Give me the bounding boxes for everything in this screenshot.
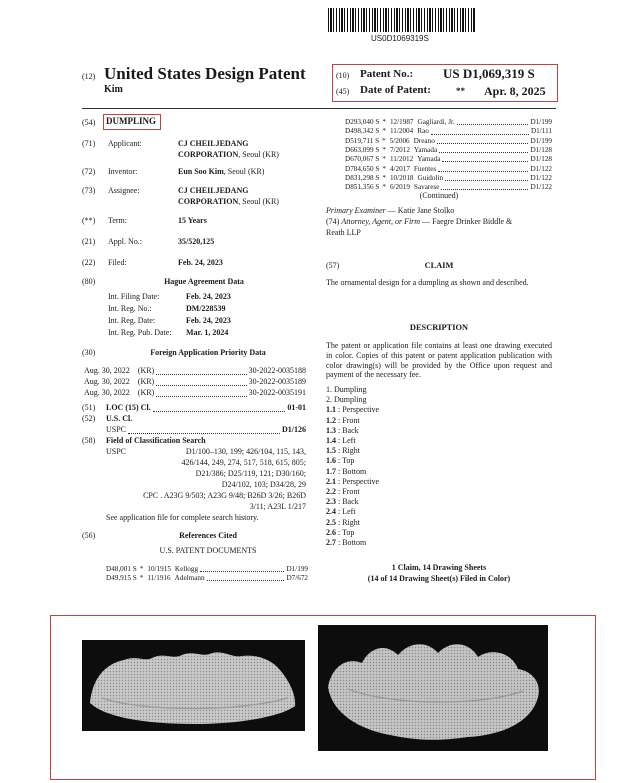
barcode-image — [328, 8, 476, 32]
hague-label: Int. Reg. No.: — [108, 304, 152, 313]
hague-label: Int. Filing Date: — [108, 292, 160, 301]
figure-list-item: 2. Dumpling — [326, 395, 367, 405]
citation-row: D831,298 S * 10/2018 Guidolin D1/122 — [345, 173, 552, 182]
figure-list-item: 2.6 : Top — [326, 527, 355, 537]
inventor-value — [178, 167, 264, 176]
priority-code: (30) — [82, 348, 96, 357]
inventor-name: Eun Soo Kim — [178, 167, 224, 176]
appl-label: Appl. No.: — [108, 237, 142, 246]
inventor-label: Inventor: — [108, 167, 138, 176]
description-text: The patent or application file contains at least one drawing executed in color. Copies of this patent or patent application publication with color drawing(s) will be provided by the Office upon request and payment of the necessary fee. — [326, 341, 552, 380]
search-note: See application file for complete search history. — [106, 513, 259, 522]
hague-code: (80) — [82, 277, 96, 286]
assignee-value — [178, 186, 298, 207]
filed-date: Feb. 24, 2023 — [178, 258, 223, 267]
loc-row: LOC (15) Cl. 01-01 — [106, 403, 306, 412]
dumpling-view-2 — [318, 625, 548, 751]
field-uspc-label: USPC — [106, 447, 127, 456]
patent-no-code: (10) — [336, 71, 350, 80]
figure-list-item: 2.3 : Back — [326, 497, 359, 507]
figure-list-item: 2.4 : Left — [326, 507, 356, 517]
inventor-code: (72) — [82, 167, 96, 176]
dumpling-view-1 — [82, 640, 305, 731]
cpc-line: CPC . A23G 9/503; A23G 9/48; B26D 3/26; B26D — [143, 491, 306, 500]
description-title: DESCRIPTION — [409, 323, 469, 332]
figure-list-item: 1.6 : Top — [326, 456, 355, 466]
summary-claims: 1 Claim, 14 Drawing Sheets — [391, 563, 487, 572]
refs-code: (56) — [82, 531, 96, 540]
figure-list-item: 2.5 : Right — [326, 517, 361, 527]
dumpling-image-2 — [318, 625, 548, 751]
citation-row: D49,915 S * 11/1916 Adelmann D7/672 — [106, 574, 308, 582]
figure-list-item: 1.1 : Perspective — [326, 405, 380, 415]
title-code: (54) — [82, 118, 96, 127]
attorney-firm: Reath LLP — [326, 228, 361, 237]
refs-title: References Cited — [179, 531, 237, 540]
citation-row: D663,099 S * 7/2012 Yamada D1/128 — [345, 145, 552, 154]
field-code: (58) — [82, 436, 96, 445]
date-mark: ** — [456, 86, 465, 96]
term-code: (**) — [82, 216, 96, 225]
figure-list-item: 2.1 : Perspective — [326, 476, 380, 486]
patent-no-label: Patent No.: — [360, 68, 414, 80]
citation-row: D519,711 S * 5/2006 Dreano D1/199 — [345, 136, 552, 145]
figure-list-item: 1.4 : Left — [326, 436, 356, 445]
patent-number: US D1,069,319 S — [443, 66, 535, 81]
us-docs-title: U.S. PATENT DOCUMENTS — [159, 546, 257, 555]
figure-list-item: 1. Dumpling — [326, 385, 367, 394]
hague-value: Feb. 24, 2023 — [186, 316, 231, 325]
date-code: (45) — [336, 87, 350, 96]
figure-list-item: 1.7 : Bottom — [326, 466, 367, 476]
figure-list-item: 1.3 : Back — [326, 425, 359, 435]
figure-list-item: 2.7 : Bottom — [326, 538, 367, 547]
hague-value: Mar. 1, 2024 — [186, 328, 229, 337]
inventor-surname: Kim — [104, 84, 123, 95]
citation-row: D851,356 S * 6/2019 Savarese D1/122 — [345, 183, 552, 192]
field-uspc-line: D1/100–130, 199; 426/104, 115, 143, — [185, 447, 306, 456]
claim-title: CLAIM — [424, 261, 454, 270]
filed-label: Filed: — [108, 258, 127, 267]
continued-note: (Continued) — [419, 191, 459, 200]
cpc-line: 3/11; A23L 1/217 — [249, 502, 306, 511]
field-uspc-line: 426/144, 249, 274, 517, 518, 615, 805; — [181, 458, 306, 467]
term-label: Term: — [108, 216, 127, 225]
assignee-location: , Seoul (KR) — [238, 196, 279, 206]
applicant-location: , Seoul (KR) — [238, 149, 279, 159]
claim-code: (57) — [326, 261, 340, 270]
claim-text: The ornamental design for a dumpling as shown and described. — [326, 278, 529, 287]
applicant-code: (71) — [82, 139, 96, 148]
kind-code: (12) — [82, 72, 96, 81]
figure-list-item: 2.2 : Front — [326, 487, 360, 496]
field-uspc-line: D21/386; D25/119, 121; D30/160; — [195, 469, 306, 478]
uscl-code: (52) — [82, 414, 96, 423]
field-uspc-line: D24/102, 103; D34/28, 29 — [221, 480, 306, 489]
appl-code: (21) — [82, 237, 96, 246]
priority-row: Aug. 30, 2022 (KR) 30-2022-0035191 — [84, 388, 306, 397]
term-value: 15 Years — [178, 216, 207, 225]
priority-row: Aug. 30, 2022 (KR) 30-2022-0035189 — [84, 377, 306, 386]
figure-list-item: 1.5 : Right — [326, 446, 361, 456]
field-label: Field of Classification Search — [106, 436, 206, 445]
citation-row: D293,040 S * 12/1987 Gagliardi, Jr. D1/199 — [345, 118, 552, 126]
loc-code: (51) — [82, 403, 96, 412]
assignee-code: (73) — [82, 186, 96, 195]
dumpling-image-1 — [82, 640, 305, 731]
patent-type-title: United States Design Patent — [104, 64, 306, 83]
examiner-line: Primary Examiner — Katie Jane Stolko — [326, 206, 455, 215]
citation-row: D670,067 S * 11/2012 Yamada D1/128 — [345, 155, 552, 164]
summary-sheets: (14 of 14 Drawing Sheet(s) Filed in Color) — [367, 574, 511, 583]
header-divider — [82, 108, 556, 109]
attorney-line: (74) Attorney, Agent, or Firm — Faegre Drinker Biddle & — [326, 217, 513, 226]
hague-label: Int. Reg. Pub. Date: — [108, 328, 172, 337]
applicant-value — [178, 139, 298, 160]
date-label: Date of Patent: — [360, 84, 431, 96]
assignee-label: Assignee: — [108, 186, 140, 195]
applicant-label: Applicant: — [108, 139, 142, 148]
assignee-name: CJ CHEILJEDANG CORPORATION — [178, 186, 249, 206]
uscl-label: U.S. Cl. — [106, 414, 133, 423]
hague-value: Feb. 24, 2023 — [186, 292, 231, 301]
uspc-row: USPC D1/126 — [106, 425, 306, 434]
applicant-name: CJ CHEILJEDANG CORPORATION — [178, 139, 249, 159]
citation-row: D48,001 S * 10/1915 Kellogg D1/199 — [106, 565, 308, 573]
filed-code: (22) — [82, 258, 96, 267]
figure-list-item: 1.2 : Front — [326, 415, 360, 425]
design-title: DUMPLING — [106, 116, 156, 126]
hague-value: DM/228539 — [186, 304, 226, 313]
citation-row: D498,342 S * 11/2004 Rao D1/111 — [345, 127, 552, 136]
inventor-location: , Seoul (KR) — [223, 167, 265, 176]
citation-row: D784,650 S * 4/2017 Fuentes D1/122 — [345, 164, 552, 173]
patent-date: Apr. 8, 2025 — [484, 84, 546, 98]
barcode-text: US0D1069319S — [371, 34, 429, 43]
priority-title: Foreign Application Priority Data — [150, 348, 266, 357]
priority-row: Aug. 30, 2022 (KR) 30-2022-0035188 — [84, 366, 306, 375]
hague-label: Int. Reg. Date: — [108, 316, 156, 325]
hague-title: Hague Agreement Data — [164, 277, 244, 286]
appl-number: 35/520,125 — [178, 237, 215, 246]
